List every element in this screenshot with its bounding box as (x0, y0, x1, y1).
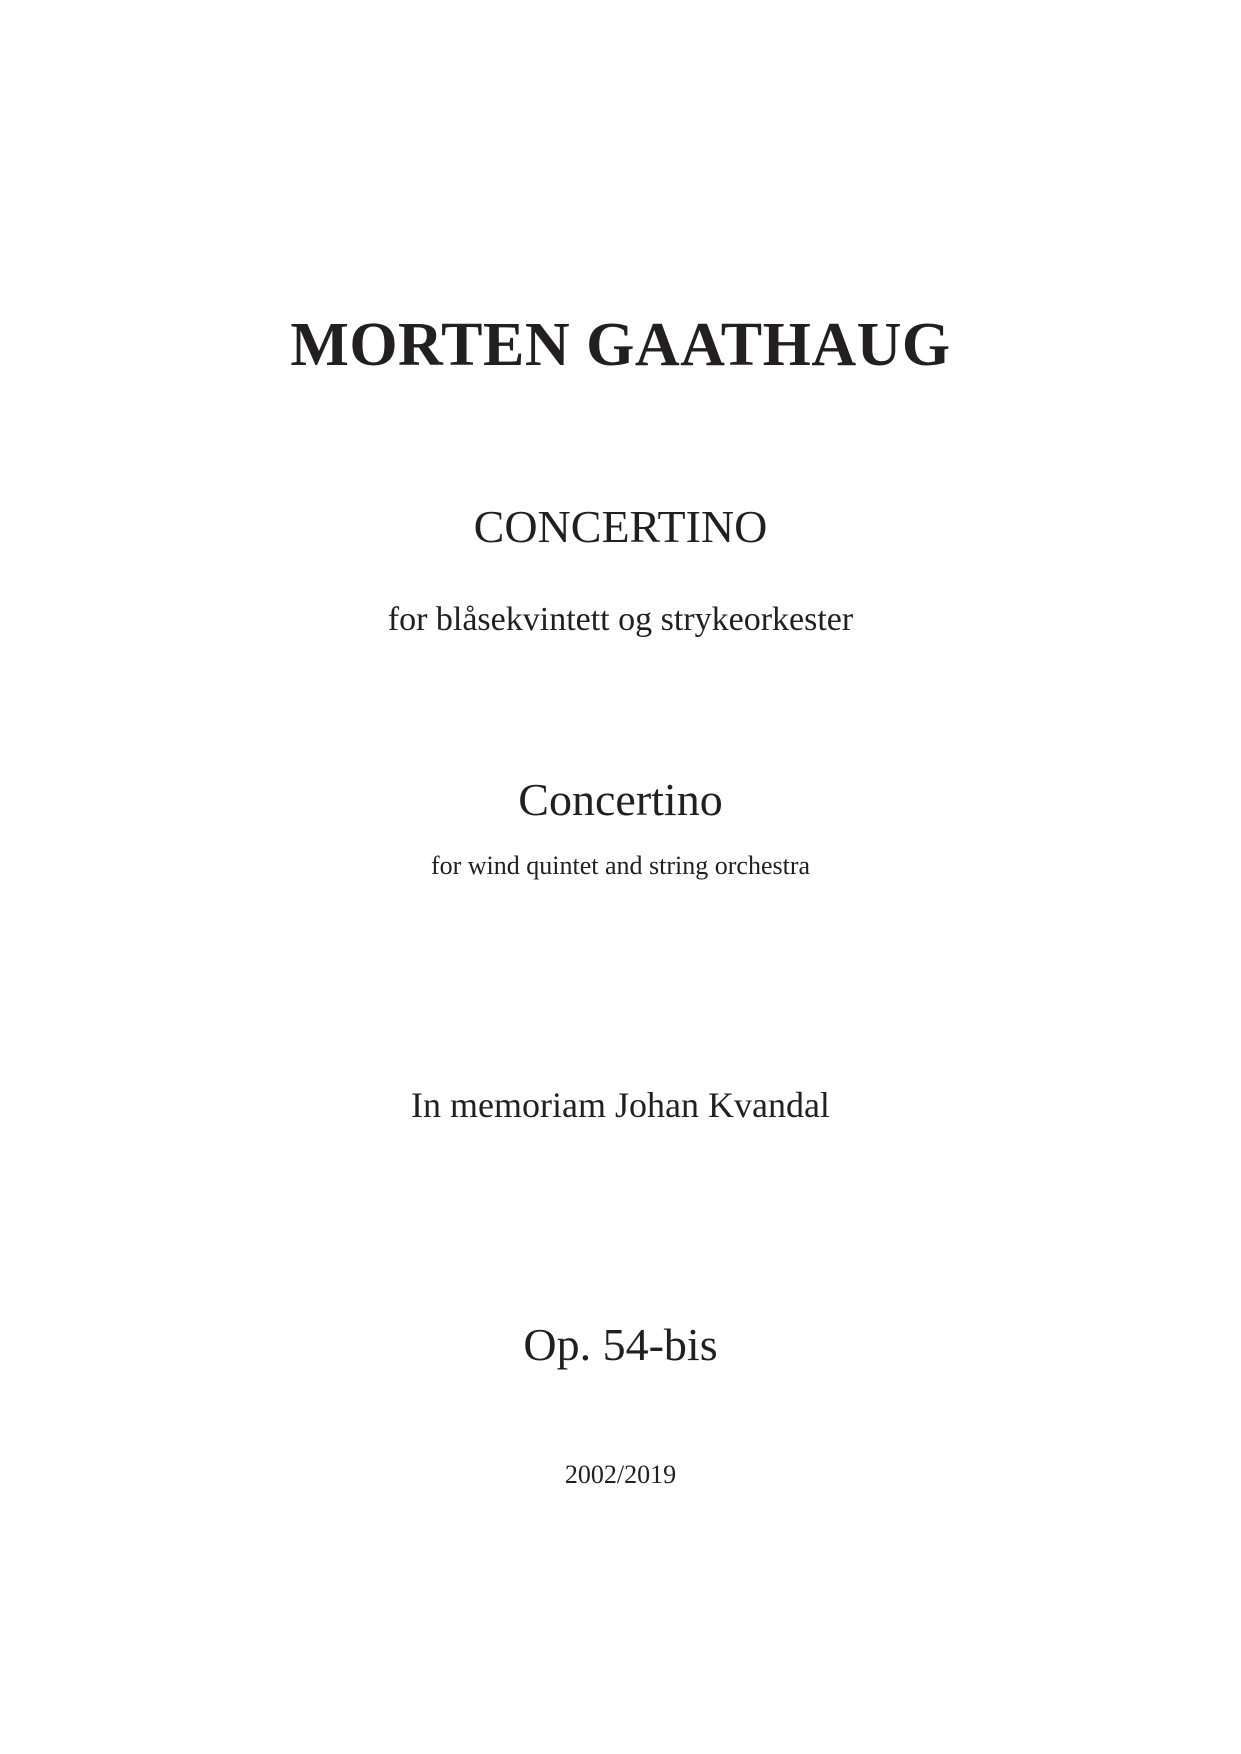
title-norwegian: CONCERTINO (473, 501, 768, 552)
composer-name: MORTEN GAATHAUG (290, 311, 951, 379)
dedication: In memoriam Johan Kvandal (411, 1085, 830, 1125)
opus-number: Op. 54-bis (523, 1319, 718, 1370)
composition-years: 2002/2019 (564, 1460, 677, 1489)
title-english: Concertino (518, 774, 723, 825)
subtitle-english: for wind quintet and string orchestra (430, 851, 811, 880)
subtitle-norwegian: for blåsekvintett og strykeorkester (387, 601, 854, 638)
